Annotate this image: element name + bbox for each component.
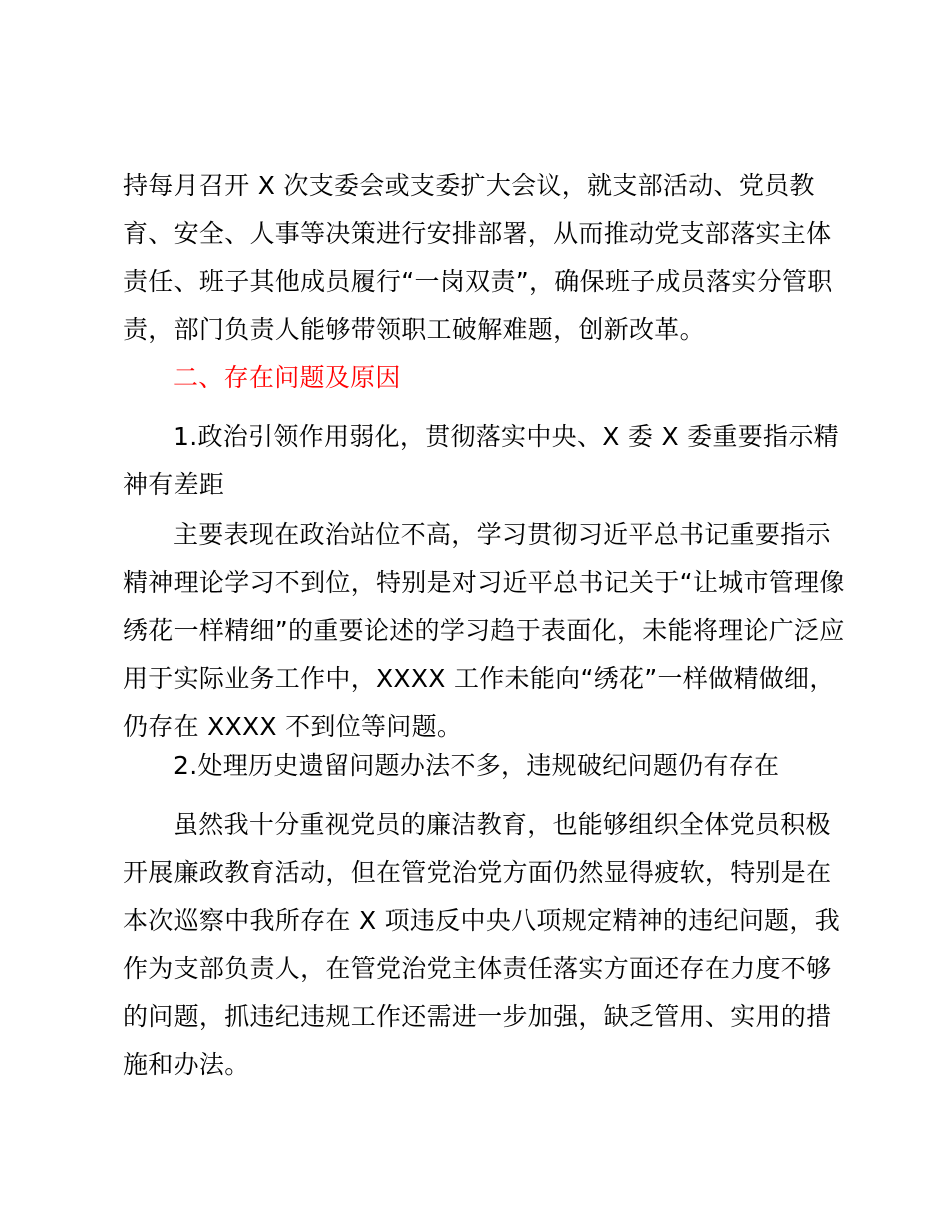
text-line: 作为支部负责人，在管党治党主体责任落实方面还存在力度不够 bbox=[123, 954, 832, 983]
text-line: 本次巡察中我所存在 X 项违反中央八项规定精神的违纪问题，我 bbox=[123, 906, 841, 935]
section-heading bbox=[123, 354, 833, 402]
text-line: 施和办法。 bbox=[123, 1050, 250, 1079]
text-line: 用于实际业务工作中，XXXX 工作未能向“绣花”一样做精做细， bbox=[123, 664, 835, 693]
text-line: 1.政治引领作用弱化，贯彻落实中央、X 委 X 委重要指示精 bbox=[173, 422, 839, 451]
text-line: 主要表现在政治站位不高，学习贯彻习近平总书记重要指示 bbox=[173, 520, 831, 549]
item1-body bbox=[123, 511, 845, 751]
text-line: 持每月召开 X 次支委会或支委扩大会议，就支部活动、党员教 bbox=[123, 171, 815, 200]
item2-body bbox=[123, 801, 841, 1089]
text-line: 精神理论学习不到位，特别是对习近平总书记关于“让城市管理像 bbox=[123, 568, 845, 597]
text-line: 2.处理历史遗留问题办法不多，违规破纪问题仍有存在 bbox=[173, 751, 780, 780]
item1-title bbox=[123, 413, 839, 509]
section-heading-text: 二、存在问题及原因 bbox=[173, 363, 401, 392]
text-line: 责任、班子其他成员履行“一岗双责”，确保班子成员落实分管职 bbox=[123, 267, 833, 296]
text-line: 责，部门负责人能够带领职工破解难题，创新改革。 bbox=[123, 315, 705, 344]
text-line: 育、安全、人事等决策进行安排部署，从而推动党支部落实主体 bbox=[123, 219, 832, 248]
text-line: 神有差距 bbox=[123, 470, 225, 499]
text-line: 仍存在 XXXX 不到位等问题。 bbox=[123, 712, 463, 741]
text-line: 绣花一样精细”的重要论述的学习趋于表面化，未能将理论广泛应 bbox=[123, 616, 845, 645]
text-line: 的问题，抓违纪违规工作还需进一步加强，缺乏管用、实用的措 bbox=[123, 1002, 832, 1031]
text-line: 虽然我十分重视党员的廉洁教育，也能够组织全体党员积极 bbox=[173, 810, 831, 839]
paragraph-continued bbox=[123, 162, 833, 354]
text-line: 开展廉政教育活动，但在管党治党方面仍然显得疲软，特别是在 bbox=[123, 858, 832, 887]
item2-title bbox=[123, 742, 833, 790]
